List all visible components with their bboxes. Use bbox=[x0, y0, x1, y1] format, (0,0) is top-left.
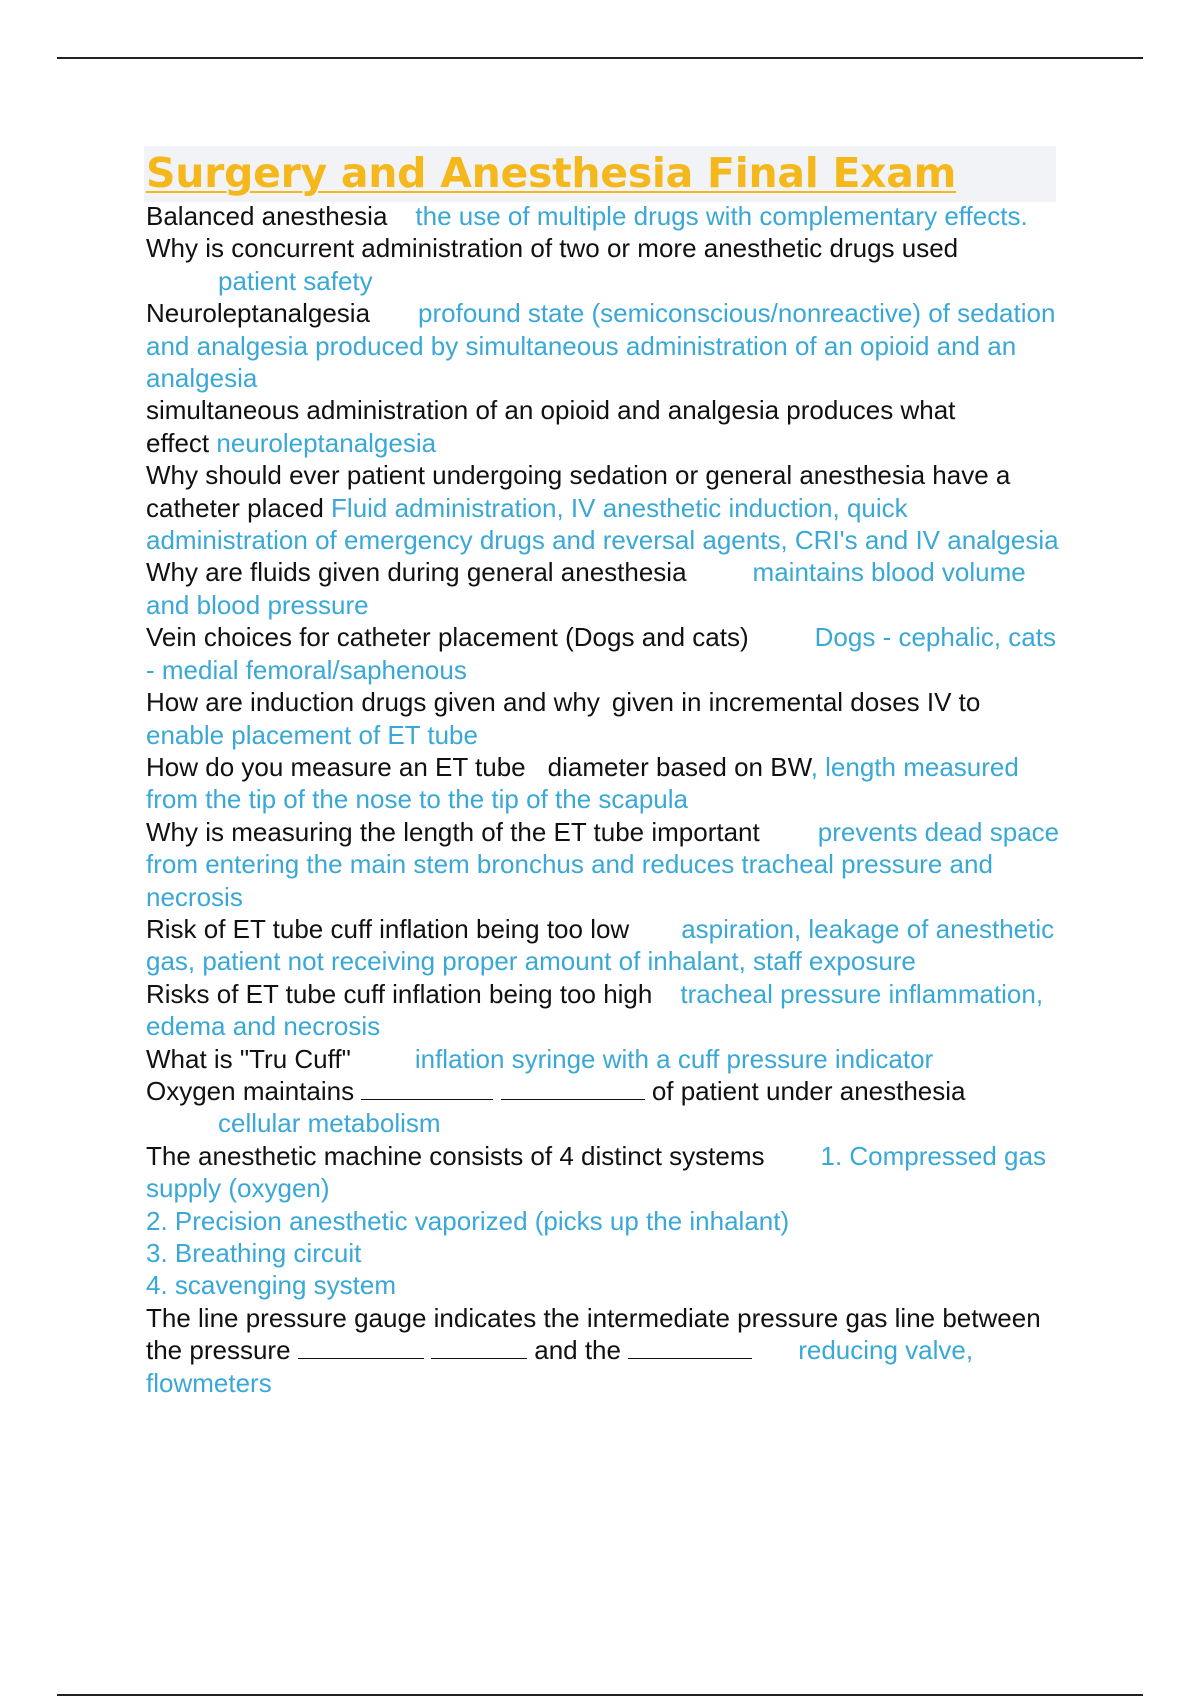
answer-text: Dogs - cephalic, cats - medial femoral/saphenous bbox=[146, 622, 1056, 685]
top-rule bbox=[57, 57, 1143, 59]
question-text: Neuroleptanalgesia bbox=[146, 298, 371, 329]
question-text: What is "Tru Cuff" bbox=[146, 1043, 351, 1074]
question-text: Risk of ET tube cuff inflation being too low bbox=[146, 913, 630, 944]
question-text: Why is concurrent administration of two or more anesthetic drugs used bbox=[146, 233, 959, 264]
answer-text: aspiration, leakage of anesthetic gas, patient not receiving proper amount of inhalant, staff exposure bbox=[146, 913, 1055, 977]
question-text: Why should ever patient undergoing sedation or general anesthesia have a catheter placed bbox=[146, 460, 1011, 523]
question-text: Balanced anesthesia bbox=[146, 201, 388, 231]
flashcard-entry bbox=[146, 1075, 1061, 1140]
question-text: Why is measuring the length of the ET tube important bbox=[146, 816, 760, 847]
question-text: and the bbox=[534, 1335, 621, 1366]
question-text: Oxygen maintains bbox=[146, 1075, 355, 1106]
question-text: How do you measure an ET tube bbox=[146, 751, 526, 782]
answer-list-item: 4. scavenging system bbox=[146, 1270, 397, 1301]
flashcard-entry bbox=[146, 1043, 1061, 1075]
flashcard-entry bbox=[146, 621, 1061, 686]
answer-text: cellular metabolism bbox=[218, 1108, 441, 1139]
answer-text: the use of multiple drugs with complementary effects. bbox=[415, 201, 1028, 231]
answer-list-item: 2. Precision anesthetic vaporized (picks up the inhalant) bbox=[146, 1205, 790, 1236]
flashcard-entry bbox=[146, 978, 1061, 1043]
question-text: The anesthetic machine consists of 4 distinct systems bbox=[146, 1140, 765, 1171]
document-title: Surgery and Anesthesia Final Exam bbox=[146, 149, 957, 197]
flashcard-entry bbox=[146, 816, 1061, 913]
flashcard-entry bbox=[146, 1302, 1061, 1399]
fill-in-blank bbox=[298, 1336, 424, 1359]
question-text: Risks of ET tube cuff inflation being too high bbox=[146, 978, 653, 1009]
bottom-rule bbox=[57, 1694, 1143, 1696]
fill-in-blank bbox=[501, 1077, 645, 1100]
answer-text: 1. Compressed gas supply (oxygen) bbox=[146, 1140, 1046, 1204]
flashcard-entry bbox=[146, 200, 1061, 232]
question-text: simultaneous administration of an opioid and analgesia produces what effect bbox=[146, 395, 956, 458]
flashcard-list bbox=[146, 200, 1061, 1399]
flashcard-entry bbox=[146, 686, 1061, 751]
flashcard-entry bbox=[146, 1140, 1061, 1302]
flashcard-entry bbox=[146, 556, 1061, 621]
question-text: of patient under anesthesia bbox=[651, 1075, 966, 1106]
answer-text: patient safety bbox=[218, 265, 373, 296]
flashcard-entry bbox=[146, 459, 1061, 556]
answer-text: inflation syringe with a cuff pressure indicator bbox=[414, 1043, 934, 1074]
answer-text: prevents dead space from entering the main stem bronchus and reduces tracheal pressure and necrosis bbox=[146, 816, 1060, 912]
flashcard-entry bbox=[146, 751, 1061, 816]
answer-text: neuroleptanalgesia bbox=[216, 427, 437, 458]
answer-list-item: 3. Breathing circuit bbox=[146, 1238, 362, 1268]
answer-text: maintains blood volume and blood pressure bbox=[146, 557, 1026, 620]
question-text: Why are fluids given during general anesthesia bbox=[146, 557, 687, 588]
answer-text: reducing valve, flowmeters bbox=[146, 1335, 974, 1398]
flashcard-entry bbox=[146, 913, 1061, 978]
answer-text: Fluid administration, IV anesthetic induction, quick administration of emergency drugs and reversal agents, CRI's and IV analgesia bbox=[146, 492, 1059, 556]
fill-in-blank bbox=[431, 1336, 527, 1359]
answer-text: , length measured from the tip of the nose to the tip of the scapula bbox=[146, 751, 1019, 815]
question-text: Vein choices for catheter placement (Dogs and cats) bbox=[146, 622, 749, 653]
question-text: diameter based on BW bbox=[547, 751, 811, 782]
question-text: given in incremental doses IV to bbox=[611, 687, 981, 718]
answer-text: tracheal pressure inflammation, edema and necrosis bbox=[146, 978, 1044, 1042]
question-text: How are induction drugs given and why bbox=[146, 687, 600, 718]
question-text: The line pressure gauge indicates the intermediate pressure gas line between the pressure bbox=[146, 1302, 1041, 1366]
flashcard-entry bbox=[146, 394, 1061, 459]
fill-in-blank bbox=[628, 1336, 752, 1359]
flashcard-entry bbox=[146, 297, 1061, 394]
flashcard-entry bbox=[146, 232, 1061, 297]
answer-text: enable placement of ET tube bbox=[146, 719, 478, 750]
fill-in-blank bbox=[361, 1077, 493, 1100]
answer-text: profound state (semiconscious/nonreactive) of sedation and analgesia produced by simultaneous administration of an opioid and an analgesia bbox=[146, 298, 1056, 394]
